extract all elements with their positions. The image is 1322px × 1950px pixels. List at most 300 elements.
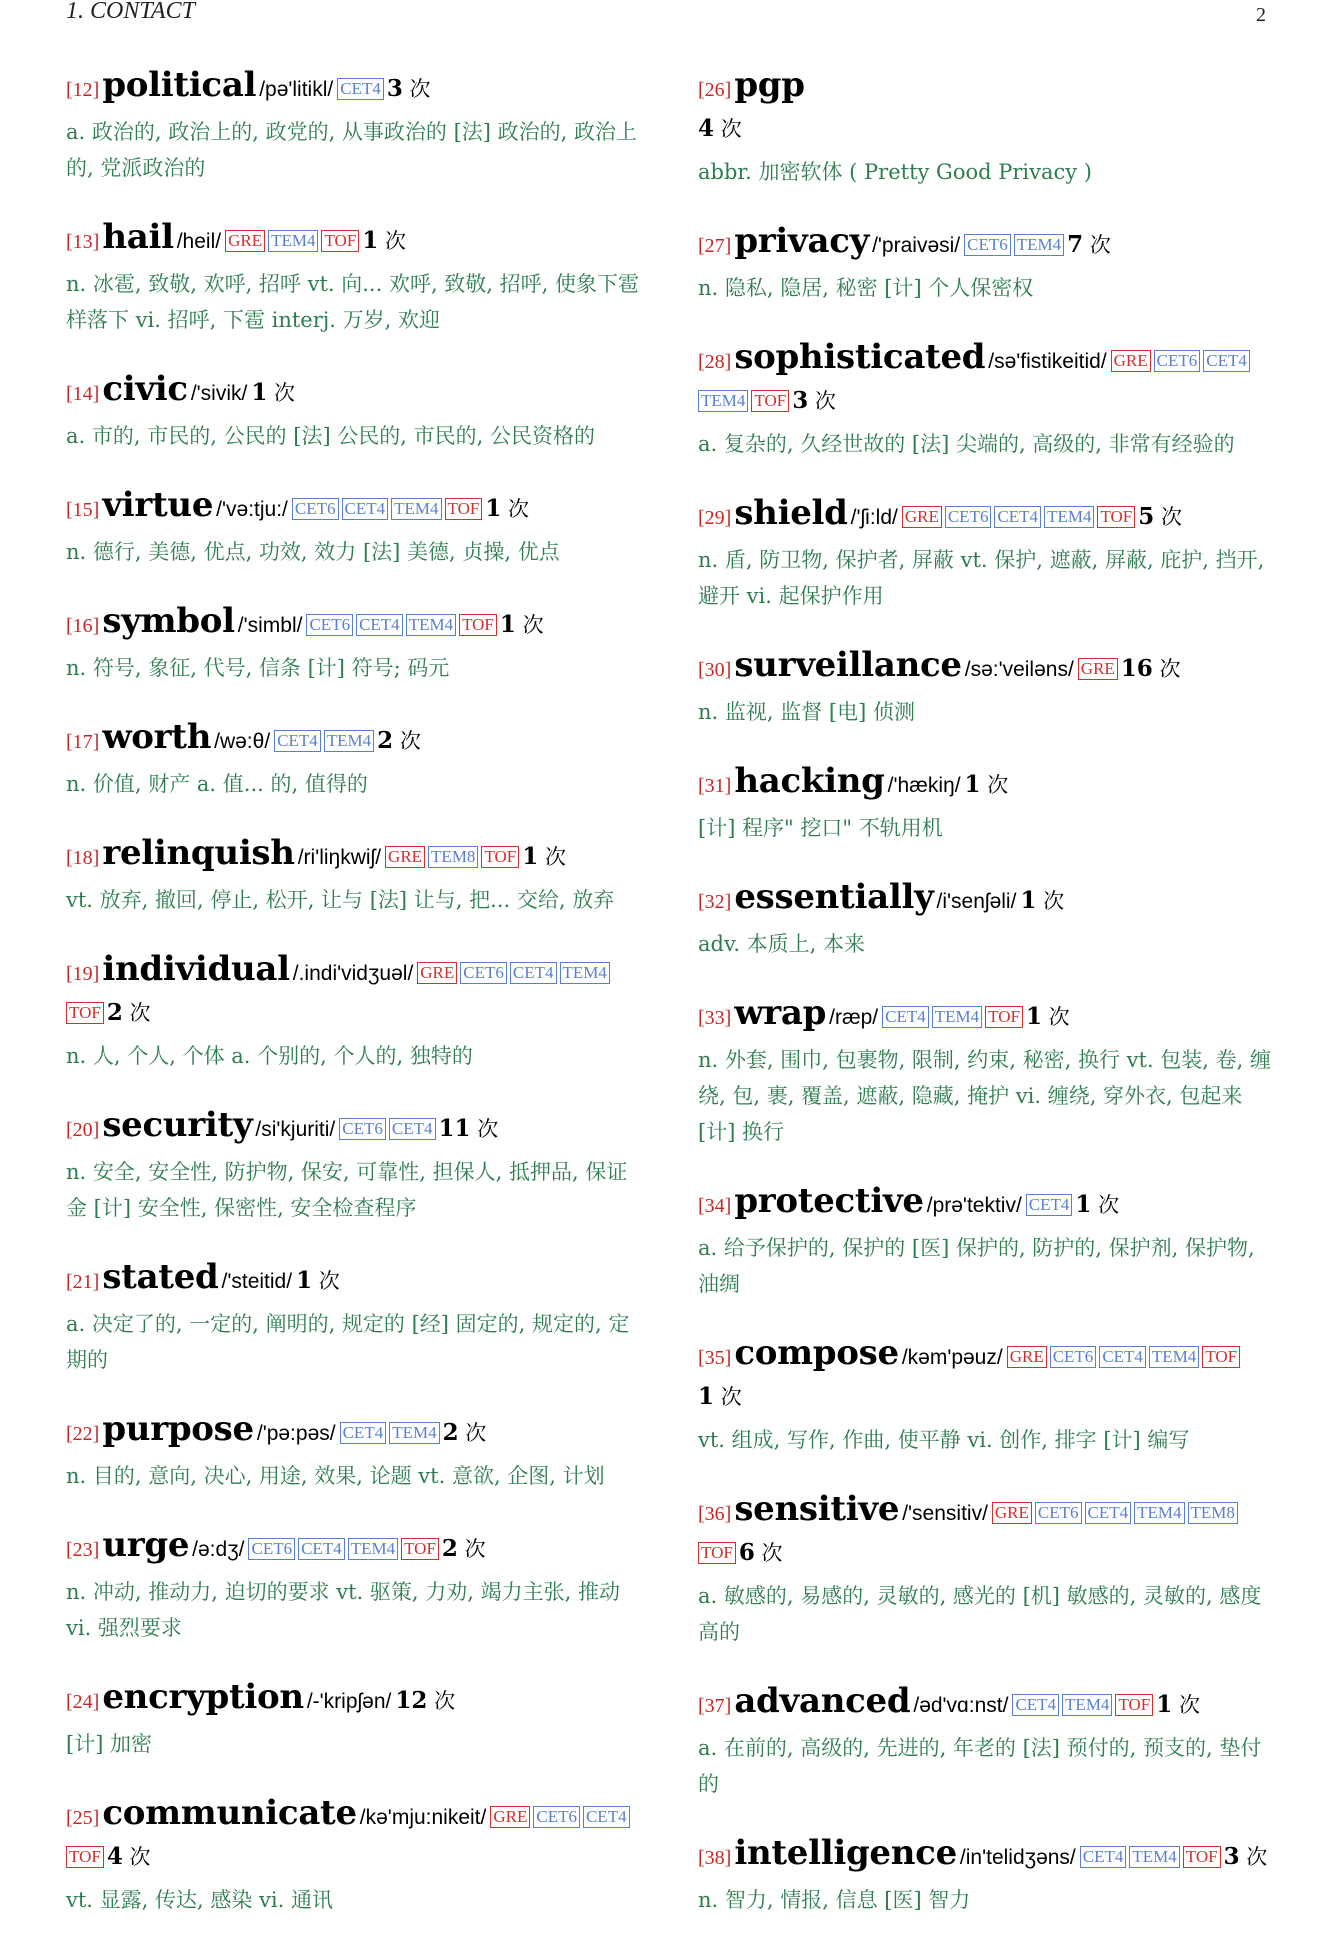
frequency-count [296, 1269, 340, 1293]
exam-tag: TEM4 [1062, 1694, 1112, 1716]
definition: n. 安全, 安全性, 防护物, 保安, 可靠性, 担保人, 抵押品, 保证金 [计] 安全性, 保密性, 安全检查程序 [66, 1160, 628, 1220]
phonetic: /i'senʃəli/ [936, 890, 1017, 913]
word-entry [66, 718, 646, 802]
exam-tag: TEM4 [1134, 1502, 1184, 1524]
phonetic: /'steitid/ [221, 1270, 293, 1293]
count-value: 1 [522, 843, 539, 870]
count-value: 1 [296, 1267, 313, 1294]
count-value: 1 [1025, 1003, 1042, 1030]
exam-tag: GRE [417, 962, 457, 984]
frequency-count [395, 1689, 455, 1713]
count-suffix: 次 [399, 729, 421, 753]
count-value: 1 [1075, 1191, 1092, 1218]
exam-tag: TOF [1097, 506, 1135, 528]
entry-index: [13] [66, 231, 100, 253]
exam-tag: CET6 [248, 1538, 295, 1560]
count-value: 1 [1020, 887, 1037, 914]
exam-tag: CET4 [1099, 1346, 1146, 1368]
definition: n. 人, 个人, 个体 a. 个别的, 个人的, 独特的 [66, 1044, 473, 1068]
exam-tag: TOF [66, 1002, 104, 1024]
exam-tag: CET4 [1085, 1502, 1132, 1524]
frequency-count [1026, 1005, 1070, 1029]
entry-headline [698, 762, 1278, 806]
phonetic: /'ʃi:ld/ [850, 506, 898, 529]
count-suffix: 次 [1160, 505, 1182, 529]
count-suffix: 次 [720, 1385, 742, 1409]
exam-tag: CET4 [583, 1806, 630, 1828]
exam-tag: CET4 [342, 498, 389, 520]
entry-index: [35] [698, 1347, 732, 1369]
exam-tag: TEM4 [389, 1422, 439, 1444]
count-value: 1 [1156, 1691, 1173, 1718]
frequency-count [1075, 1193, 1119, 1217]
entry-headline [698, 494, 1278, 538]
count-value: 1 [251, 379, 268, 406]
headword: political [102, 65, 257, 105]
word-entry [698, 646, 1278, 730]
phonetic: /'simbl/ [237, 614, 303, 637]
exam-tag: TEM4 [391, 498, 441, 520]
exam-tag: CET6 [306, 614, 353, 636]
definition: a. 市的, 市民的, 公民的 [法] 公民的, 市民的, 公民资格的 [66, 424, 596, 448]
count-suffix: 次 [720, 117, 742, 141]
entry-headline [66, 718, 646, 762]
definition: vt. 组成, 写作, 作曲, 使平静 vi. 创作, 排字 [计] 编写 [698, 1428, 1190, 1452]
headword: symbol [102, 601, 235, 641]
exam-tag: TOF [401, 1538, 439, 1560]
phonetic: /sə:'veiləns/ [964, 658, 1074, 681]
word-entry [698, 494, 1278, 614]
count-suffix: 次 [508, 497, 530, 521]
exam-tag: TEM8 [428, 846, 478, 868]
count-suffix: 次 [987, 773, 1009, 797]
count-suffix: 次 [129, 1001, 151, 1025]
count-suffix: 次 [1098, 1193, 1120, 1217]
exam-tag: TOF [698, 1542, 736, 1564]
count-value: 2 [377, 727, 394, 754]
entry-index: [27] [698, 235, 732, 257]
word-entry [66, 1526, 646, 1646]
right-column [698, 66, 1278, 1950]
frequency-count [107, 1001, 151, 1025]
count-value: 1 [698, 1383, 715, 1410]
count-suffix: 次 [1089, 233, 1111, 257]
entry-index: [15] [66, 499, 100, 521]
exam-tag: GRE [490, 1806, 530, 1828]
exam-tag: GRE [385, 846, 425, 868]
word-entry [66, 66, 646, 186]
definition: n. 冰雹, 致敬, 欢呼, 招呼 vt. 向... 欢呼, 致敬, 招呼, 使象下雹样落下 vi. 招呼, 下雹 interj. 万岁, 欢迎 [66, 272, 640, 332]
headword: essentially [734, 877, 934, 917]
exam-tag: CET6 [460, 962, 507, 984]
count-value: 5 [1138, 503, 1155, 530]
word-entry [66, 218, 646, 338]
word-entry [66, 1410, 646, 1494]
entry-headline [698, 66, 1278, 110]
exam-tag: CET4 [1203, 350, 1250, 372]
frequency-count [442, 1537, 486, 1561]
count-value: 6 [738, 1539, 755, 1566]
headword: privacy [734, 221, 870, 261]
count-suffix: 次 [318, 1269, 340, 1293]
entry-index: [22] [66, 1423, 100, 1445]
word-entry [66, 1258, 646, 1378]
entry-headline [698, 1490, 1278, 1574]
count-suffix: 次 [129, 1845, 151, 1869]
count-suffix: 次 [1043, 889, 1065, 913]
phonetic: /'praivəsi/ [872, 234, 961, 257]
count-suffix: 次 [544, 845, 566, 869]
exam-tag: GRE [1078, 658, 1118, 680]
entry-headline [698, 994, 1278, 1038]
exam-tag: CET4 [1080, 1846, 1127, 1868]
frequency-count [792, 389, 836, 413]
exam-tag: TEM4 [268, 230, 318, 252]
exam-tag: TEM4 [324, 730, 374, 752]
entry-index: [31] [698, 775, 732, 797]
exam-tag: TEM4 [1149, 1346, 1199, 1368]
frequency-count [1121, 657, 1181, 681]
count-value: 1 [964, 771, 981, 798]
count-value: 3 [386, 75, 403, 102]
count-line [698, 110, 1278, 150]
word-entry [66, 834, 646, 918]
frequency-count [439, 1117, 499, 1141]
exam-tag: TOF [445, 498, 483, 520]
count-value: 4 [106, 1843, 123, 1870]
entry-index: [25] [66, 1807, 100, 1829]
exam-tag: CET4 [510, 962, 557, 984]
frequency-count [500, 613, 544, 637]
entry-index: [33] [698, 1007, 732, 1029]
exam-tag: CET4 [882, 1006, 929, 1028]
headword: compose [734, 1333, 899, 1373]
phonetic: /ræp/ [829, 1006, 879, 1029]
count-value: 3 [1223, 1843, 1240, 1870]
entry-index: [37] [698, 1695, 732, 1717]
word-entry [698, 1490, 1278, 1650]
word-entry [698, 878, 1278, 962]
entry-index: [38] [698, 1847, 732, 1869]
count-value: 16 [1120, 655, 1153, 682]
headword: worth [102, 717, 212, 757]
entry-index: [12] [66, 79, 100, 101]
headword: encryption [102, 1677, 304, 1717]
frequency-count [739, 1541, 783, 1565]
exam-tag: TEM4 [1044, 506, 1094, 528]
headword: hacking [734, 761, 885, 801]
word-entry [66, 1678, 646, 1762]
exam-tag: TOF [1183, 1846, 1221, 1868]
entry-index: [30] [698, 659, 732, 681]
entry-headline [66, 370, 646, 414]
definition: n. 德行, 美德, 优点, 功效, 效力 [法] 美德, 贞操, 优点 [66, 540, 560, 564]
count-value: 1 [362, 227, 379, 254]
frequency-count [1067, 233, 1111, 257]
phonetic: /heil/ [176, 230, 222, 253]
frequency-count [387, 77, 431, 101]
exam-tag: CET4 [298, 1538, 345, 1560]
frequency-count [698, 117, 742, 141]
count-suffix: 次 [274, 381, 296, 405]
entry-index: [14] [66, 383, 100, 405]
exam-tag: TOF [1202, 1346, 1240, 1368]
count-suffix: 次 [384, 229, 406, 253]
entry-headline [698, 338, 1278, 422]
frequency-count [522, 845, 566, 869]
exam-tag: GRE [1007, 1346, 1047, 1368]
count-suffix: 次 [1178, 1693, 1200, 1717]
exam-tag: GRE [1111, 350, 1151, 372]
definition: n. 目的, 意向, 决心, 用途, 效果, 论题 vt. 意欲, 企图, 计划 [66, 1464, 605, 1488]
exam-tag: TOF [459, 614, 497, 636]
count-value: 2 [441, 1535, 458, 1562]
entry-headline [698, 1334, 1278, 1418]
exam-tag: CET6 [339, 1118, 386, 1140]
entry-headline [66, 834, 646, 878]
word-entry [66, 602, 646, 686]
definition: n. 智力, 情报, 信息 [医] 智力 [698, 1888, 971, 1912]
headword: individual [102, 949, 290, 989]
phonetic: /ri'liŋkwiʃ/ [297, 846, 382, 869]
phonetic: /kəm'pəuz/ [901, 1346, 1003, 1369]
phonetic: /'sensitiv/ [902, 1502, 988, 1525]
entry-index: [24] [66, 1691, 100, 1713]
frequency-count [377, 729, 421, 753]
headword: hail [102, 217, 174, 257]
count-suffix: 次 [814, 389, 836, 413]
exam-tag: CET4 [337, 78, 384, 100]
frequency-count [1156, 1693, 1200, 1717]
exam-tag: CET6 [292, 498, 339, 520]
headword: wrap [734, 993, 827, 1033]
phonetic: /ə:dʒ/ [192, 1538, 245, 1561]
count-value: 11 [438, 1115, 471, 1142]
frequency-count [965, 773, 1009, 797]
phonetic: /in'telidʒəns/ [959, 1846, 1076, 1869]
entry-headline [66, 1526, 646, 1570]
headword: communicate [102, 1793, 357, 1833]
count-value: 1 [485, 495, 502, 522]
headword: protective [734, 1181, 924, 1221]
exam-tag: CET6 [1050, 1346, 1097, 1368]
frequency-count [251, 381, 295, 405]
count-suffix: 次 [434, 1689, 456, 1713]
definition: adv. 本质上, 本来 [698, 932, 866, 956]
phonetic: /sə'fistikeitid/ [988, 350, 1107, 373]
word-entry [698, 1682, 1278, 1802]
count-suffix: 次 [761, 1541, 783, 1565]
entry-headline [698, 878, 1278, 922]
headword: security [102, 1105, 253, 1145]
phonetic: /əd'vɑ:nst/ [913, 1694, 1009, 1717]
headword: virtue [102, 485, 214, 525]
word-entry [66, 486, 646, 570]
entry-headline [66, 1106, 646, 1150]
entry-headline [66, 1794, 646, 1878]
exam-tag: TEM4 [932, 1006, 982, 1028]
phonetic: /kə'mju:nikeit/ [359, 1806, 487, 1829]
entry-index: [19] [66, 963, 100, 985]
phonetic: /'və:tju:/ [216, 498, 288, 521]
exam-tag: GRE [902, 506, 942, 528]
entry-index: [20] [66, 1119, 100, 1141]
entry-headline [66, 950, 646, 1034]
definition: n. 监视, 监督 [电] 侦测 [698, 700, 915, 724]
headword: urge [102, 1525, 190, 1565]
phonetic: /prə'tektiv/ [926, 1194, 1022, 1217]
exam-tag: TOF [751, 390, 789, 412]
running-title: 1. CONTACT [66, 0, 195, 24]
phonetic: /-'kripʃən/ [306, 1690, 392, 1713]
exam-tag: GRE [992, 1502, 1032, 1524]
left-column [66, 66, 646, 1950]
frequency-count [107, 1845, 151, 1869]
exam-tag: TEM4 [406, 614, 456, 636]
exam-tag: CET4 [1012, 1694, 1059, 1716]
entry-headline [698, 222, 1278, 266]
exam-tag: CET6 [945, 506, 992, 528]
exam-tag: TOF [321, 230, 359, 252]
headword: surveillance [734, 645, 962, 685]
exam-tag: TEM4 [1129, 1846, 1179, 1868]
exam-tag: CET6 [1035, 1502, 1082, 1524]
exam-tag: TEM4 [698, 390, 748, 412]
frequency-count [1138, 505, 1182, 529]
word-entry [698, 66, 1278, 190]
count-suffix: 次 [477, 1117, 499, 1141]
definition: a. 敏感的, 易感的, 灵敏的, 感光的 [机] 敏感的, 灵敏的, 感度高的 [698, 1584, 1262, 1644]
exam-tag: CET6 [1154, 350, 1201, 372]
entry-index: [16] [66, 615, 100, 637]
phonetic: /'hækiŋ/ [887, 774, 961, 797]
definition: n. 冲动, 推动力, 迫切的要求 vt. 驱策, 力劝, 竭力主张, 推动 vi. 强烈要求 [66, 1580, 620, 1640]
frequency-count [1020, 889, 1064, 913]
frequency-count [1224, 1845, 1268, 1869]
phonetic: /.indi'vidʒuəl/ [292, 962, 414, 985]
phonetic: /'sivik/ [190, 382, 248, 405]
headword: shield [734, 493, 848, 533]
word-entry [698, 1182, 1278, 1302]
word-entry [698, 338, 1278, 462]
definition: a. 政治的, 政治上的, 政党的, 从事政治的 [法] 政治的, 政治上的, 党派政治的 [66, 120, 638, 180]
phonetic: /'pə:pəs/ [256, 1422, 336, 1445]
entry-headline [698, 1182, 1278, 1226]
definition: n. 盾, 防卫物, 保护者, 屏蔽 vt. 保护, 遮蔽, 屏蔽, 庇护, 挡开, 避开 vi. 起保护作用 [698, 548, 1265, 608]
definition: vt. 显露, 传达, 感染 vi. 通讯 [66, 1888, 333, 1912]
exam-tag: CET4 [994, 506, 1041, 528]
exam-tag: CET4 [356, 614, 403, 636]
definition: a. 在前的, 高级的, 先进的, 年老的 [法] 预付的, 预支的, 垫付的 [698, 1736, 1262, 1796]
frequency-count [362, 229, 406, 253]
exam-tag: CET4 [1026, 1194, 1073, 1216]
headword: civic [102, 369, 188, 409]
phonetic: /si'kjuriti/ [255, 1118, 336, 1141]
entry-index: [21] [66, 1271, 100, 1293]
headword: stated [102, 1257, 219, 1297]
count-suffix: 次 [1048, 1005, 1070, 1029]
count-suffix: 次 [1246, 1845, 1268, 1869]
entry-headline [66, 1410, 646, 1454]
definition: [计] 加密 [66, 1732, 153, 1756]
word-entry [66, 370, 646, 454]
entry-headline [698, 646, 1278, 690]
definition: n. 价值, 财产 a. 值... 的, 值得的 [66, 772, 368, 796]
entry-headline [66, 602, 646, 646]
page-number: 2 [1256, 4, 1266, 26]
definition: a. 给予保护的, 保护的 [医] 保护的, 防护的, 保护剂, 保护物, 油绸 [698, 1236, 1255, 1296]
entry-index: [18] [66, 847, 100, 869]
word-entry [698, 222, 1278, 306]
phonetic: /wə:θ/ [214, 730, 271, 753]
exam-tag: TOF [985, 1006, 1023, 1028]
count-value: 12 [395, 1687, 428, 1714]
exam-tag: CET4 [389, 1118, 436, 1140]
word-entry [698, 1334, 1278, 1458]
count-value: 2 [442, 1419, 459, 1446]
exam-tag: CET4 [340, 1422, 387, 1444]
exam-tag: TOF [1115, 1694, 1153, 1716]
entry-index: [17] [66, 731, 100, 753]
definition: a. 复杂的, 久经世故的 [法] 尖端的, 高级的, 非常有经验的 [698, 432, 1235, 456]
entry-index: [34] [698, 1195, 732, 1217]
word-entry [698, 1834, 1278, 1918]
count-value: 1 [499, 611, 516, 638]
count-suffix: 次 [1159, 657, 1181, 681]
entry-index: [23] [66, 1539, 100, 1561]
entry-headline [698, 1682, 1278, 1726]
entry-headline [698, 1834, 1278, 1878]
headword: intelligence [734, 1833, 957, 1873]
exam-tag: CET4 [274, 730, 321, 752]
entry-headline [66, 218, 646, 262]
exam-tag: TEM4 [560, 962, 610, 984]
entry-index: [29] [698, 507, 732, 529]
frequency-count [443, 1421, 487, 1445]
count-value: 4 [698, 115, 715, 142]
entry-index: [32] [698, 891, 732, 913]
word-entry [66, 1794, 646, 1918]
count-suffix: 次 [464, 1537, 486, 1561]
definition: n. 隐私, 隐居, 秘密 [计] 个人保密权 [698, 276, 1034, 300]
count-value: 3 [792, 387, 809, 414]
phonetic: /pə'litikl/ [259, 78, 334, 101]
definition: [计] 程序" 挖口" 不轨用机 [698, 816, 943, 840]
count-value: 7 [1067, 231, 1084, 258]
definition: n. 外套, 围巾, 包裹物, 限制, 约束, 秘密, 换行 vt. 包装, 卷, 缠绕, 包, 裹, 覆盖, 遮蔽, 隐藏, 掩护 vi. 缠绕, 穿外衣, 包起来 [计] 换行 [698, 1048, 1272, 1144]
headword: pgp [734, 65, 805, 105]
headword: purpose [102, 1409, 254, 1449]
headword: advanced [734, 1681, 911, 1721]
count-suffix: 次 [522, 613, 544, 637]
entry-headline [66, 1678, 646, 1722]
exam-tag: TOF [481, 846, 519, 868]
exam-tag: CET6 [533, 1806, 580, 1828]
exam-tag: TEM8 [1188, 1502, 1238, 1524]
headword: sophisticated [734, 337, 986, 377]
frequency-count [698, 1385, 742, 1409]
entry-headline [66, 486, 646, 530]
definition: n. 符号, 象征, 代号, 信条 [计] 符号; 码元 [66, 656, 450, 680]
headword: relinquish [102, 833, 295, 873]
word-entry [698, 762, 1278, 846]
word-entry [66, 1106, 646, 1226]
exam-tag: TOF [66, 1846, 104, 1868]
definition: a. 决定了的, 一定的, 阐明的, 规定的 [经] 固定的, 规定的, 定期的 [66, 1312, 630, 1372]
entry-index: [28] [698, 351, 732, 373]
exam-tag: GRE [225, 230, 265, 252]
entry-headline [66, 66, 646, 110]
